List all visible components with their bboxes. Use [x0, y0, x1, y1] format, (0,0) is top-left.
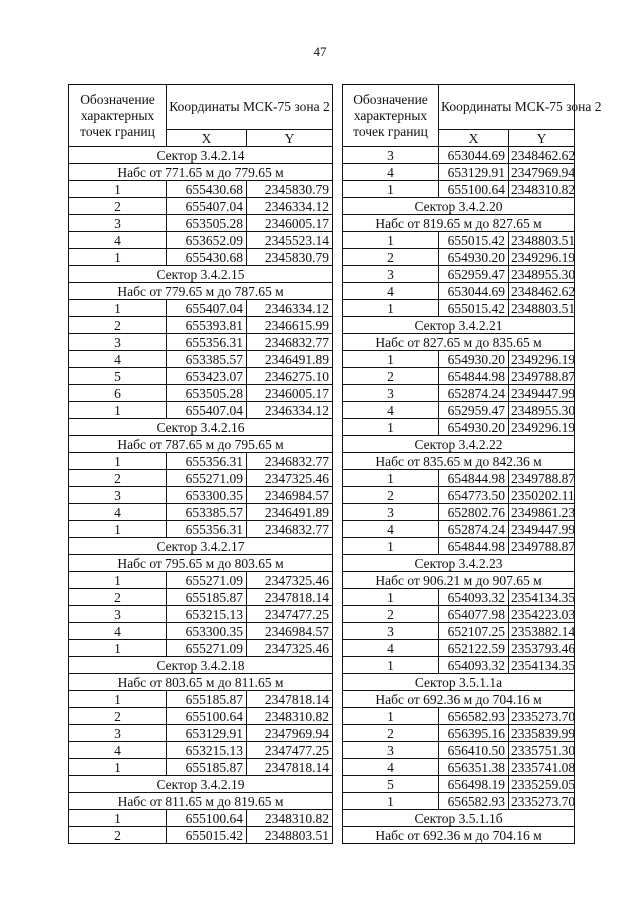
table-row: [69, 198, 333, 215]
y-coordinate: 2346832.77: [247, 521, 333, 538]
x-coordinate: 654077.98: [439, 606, 509, 623]
table-row: [343, 181, 575, 198]
table-row: [343, 708, 575, 725]
x-coordinate: 653129.91: [439, 164, 509, 181]
sector-height-range-row: [343, 827, 575, 844]
y-coordinate: 2347477.25: [247, 742, 333, 759]
table-row: [343, 538, 575, 555]
x-coordinate: 656582.93: [439, 793, 509, 810]
table-row: [343, 402, 575, 419]
table-row: [69, 572, 333, 589]
point-number: 3: [69, 725, 167, 742]
table-row: [69, 827, 333, 844]
y-coordinate: 2354134.35: [509, 657, 575, 674]
point-number: 1: [343, 300, 439, 317]
table-row: [69, 453, 333, 470]
point-number: 2: [343, 725, 439, 742]
sector-height-range: Набс от 692.36 м до 704.16 м: [343, 827, 575, 844]
sector-title-row: [343, 317, 575, 334]
sector-title-row: [69, 419, 333, 436]
table-row: [343, 164, 575, 181]
x-coordinate: 655407.04: [167, 402, 247, 419]
table-row: [343, 742, 575, 759]
y-coordinate: 2348462.62: [509, 283, 575, 300]
x-coordinate: 653215.13: [167, 742, 247, 759]
point-number: 4: [69, 504, 167, 521]
point-number: 1: [69, 300, 167, 317]
sector-title: Сектор 3.4.2.14: [69, 147, 333, 164]
y-coordinate: 2347818.14: [247, 589, 333, 606]
x-coordinate: 655185.87: [167, 589, 247, 606]
sector-height-range: Набс от 692.36 м до 704.16 м: [343, 691, 575, 708]
point-number: 4: [343, 283, 439, 300]
y-coordinate: 2347477.25: [247, 606, 333, 623]
x-coordinate: 655015.42: [439, 300, 509, 317]
sector-height-range-row: [69, 793, 333, 810]
point-number: 3: [69, 606, 167, 623]
x-coordinate: 655430.68: [167, 249, 247, 266]
y-coordinate: 2348803.51: [509, 232, 575, 249]
point-number: 2: [69, 708, 167, 725]
point-number: 2: [343, 249, 439, 266]
point-number: 1: [69, 691, 167, 708]
table-row: [343, 606, 575, 623]
y-coordinate: 2349296.19: [509, 249, 575, 266]
sector-height-range: Набс от 819.65 м до 827.65 м: [343, 215, 575, 232]
right-table-body: [343, 147, 575, 844]
x-coordinate: 654930.20: [439, 351, 509, 368]
y-coordinate: 2348803.51: [509, 300, 575, 317]
y-coordinate: 2346334.12: [247, 300, 333, 317]
sector-height-range: Набс от 906.21 м до 907.65 м: [343, 572, 575, 589]
x-coordinate: 655393.81: [167, 317, 247, 334]
table-row: [69, 317, 333, 334]
sector-title: Сектор 3.4.2.21: [343, 317, 575, 334]
y-coordinate: 2349788.87: [509, 538, 575, 555]
table-row: [343, 283, 575, 300]
column-header-coordinates: Координаты МСК-75 зона 2: [439, 85, 575, 130]
page-number: 47: [313, 44, 327, 59]
point-number: 1: [69, 810, 167, 827]
table-row: [343, 351, 575, 368]
y-coordinate: 2349296.19: [509, 419, 575, 436]
point-number: 1: [343, 470, 439, 487]
table-row: [69, 215, 333, 232]
sector-title-row: [343, 810, 575, 827]
y-coordinate: 2347325.46: [247, 470, 333, 487]
x-coordinate: 653044.69: [439, 283, 509, 300]
sector-height-range-row: [343, 453, 575, 470]
sector-height-range-row: [69, 283, 333, 300]
sector-title-row: [69, 147, 333, 164]
point-number: 2: [343, 368, 439, 385]
table-row: [343, 487, 575, 504]
table-row: [69, 691, 333, 708]
table-row: [69, 368, 333, 385]
x-coordinate: 655356.31: [167, 521, 247, 538]
table-row: [69, 402, 333, 419]
point-number: 2: [343, 487, 439, 504]
y-coordinate: 2349296.19: [509, 351, 575, 368]
y-coordinate: 2347325.46: [247, 572, 333, 589]
sector-title-row: [343, 198, 575, 215]
y-coordinate: 2350202.11: [509, 487, 575, 504]
y-coordinate: 2346334.12: [247, 198, 333, 215]
y-coordinate: 2349788.87: [509, 368, 575, 385]
y-coordinate: 2347969.94: [247, 725, 333, 742]
point-number: 6: [69, 385, 167, 402]
x-coordinate: 654930.20: [439, 419, 509, 436]
table-row: [69, 334, 333, 351]
y-coordinate: 2354134.35: [509, 589, 575, 606]
sector-height-range-row: [69, 555, 333, 572]
y-coordinate: 2335273.70: [509, 793, 575, 810]
point-number: 1: [343, 657, 439, 674]
point-number: 1: [343, 419, 439, 436]
x-coordinate: 655407.04: [167, 300, 247, 317]
y-coordinate: 2353793.46: [509, 640, 575, 657]
x-coordinate: 654093.32: [439, 657, 509, 674]
sector-title: Сектор 3.4.2.15: [69, 266, 333, 283]
table-row: [69, 351, 333, 368]
sector-title: Сектор 3.4.2.22: [343, 436, 575, 453]
y-coordinate: 2349788.87: [509, 470, 575, 487]
sector-title: Сектор 3.4.2.16: [69, 419, 333, 436]
table-row: [69, 640, 333, 657]
table-row: [69, 232, 333, 249]
x-coordinate: 655015.42: [439, 232, 509, 249]
sector-height-range: Набс от 827.65 м до 835.65 м: [343, 334, 575, 351]
table-row: [343, 793, 575, 810]
table-row: [69, 759, 333, 776]
point-number: 1: [343, 351, 439, 368]
sector-title-row: [69, 657, 333, 674]
point-number: 4: [69, 742, 167, 759]
point-number: 3: [69, 487, 167, 504]
y-coordinate: 2346275.10: [247, 368, 333, 385]
point-number: 1: [69, 453, 167, 470]
x-coordinate: 656351.38: [439, 759, 509, 776]
x-coordinate: 655100.64: [167, 810, 247, 827]
sector-height-range-row: [69, 674, 333, 691]
point-number: 1: [343, 793, 439, 810]
coordinates-table-left: [68, 84, 333, 844]
table-row: [69, 300, 333, 317]
left-table-body: [69, 147, 333, 844]
table-row: [343, 640, 575, 657]
sector-height-range-row: [343, 215, 575, 232]
sector-title-row: [69, 266, 333, 283]
table-row: [343, 385, 575, 402]
table-row: [343, 623, 575, 640]
table-row: [69, 742, 333, 759]
y-coordinate: 2349861.23: [509, 504, 575, 521]
x-coordinate: 655407.04: [167, 198, 247, 215]
x-coordinate: 653044.69: [439, 147, 509, 164]
x-coordinate: 655271.09: [167, 640, 247, 657]
point-number: 1: [343, 181, 439, 198]
y-coordinate: 2348803.51: [247, 827, 333, 844]
x-coordinate: 654844.98: [439, 368, 509, 385]
table-row: [343, 776, 575, 793]
y-coordinate: 2346832.77: [247, 334, 333, 351]
point-number: 3: [343, 385, 439, 402]
table-row: [343, 657, 575, 674]
sector-title: Сектор 3.4.2.19: [69, 776, 333, 793]
column-header-coordinates: Координаты МСК-75 зона 2: [167, 85, 333, 130]
sector-title: Сектор 3.4.2.18: [69, 657, 333, 674]
point-number: 1: [69, 249, 167, 266]
point-number: 3: [343, 742, 439, 759]
point-number: 4: [343, 164, 439, 181]
x-coordinate: 655430.68: [167, 181, 247, 198]
x-coordinate: 653300.35: [167, 623, 247, 640]
x-coordinate: 655100.64: [439, 181, 509, 198]
y-coordinate: 2347818.14: [247, 759, 333, 776]
column-header-y: Y: [247, 130, 333, 147]
point-number: 3: [69, 215, 167, 232]
point-number: 4: [69, 623, 167, 640]
y-coordinate: 2348955.30: [509, 402, 575, 419]
y-coordinate: 2349447.99: [509, 385, 575, 402]
point-number: 5: [343, 776, 439, 793]
point-number: 2: [69, 589, 167, 606]
x-coordinate: 652874.24: [439, 521, 509, 538]
point-number: 1: [343, 589, 439, 606]
point-number: 3: [343, 504, 439, 521]
x-coordinate: 652802.76: [439, 504, 509, 521]
x-coordinate: 653300.35: [167, 487, 247, 504]
point-number: 3: [343, 623, 439, 640]
x-coordinate: 654773.50: [439, 487, 509, 504]
x-coordinate: 652107.25: [439, 623, 509, 640]
table-row: [69, 504, 333, 521]
table-row: [69, 487, 333, 504]
y-coordinate: 2346984.57: [247, 487, 333, 504]
point-number: 4: [343, 402, 439, 419]
x-coordinate: 655015.42: [167, 827, 247, 844]
x-coordinate: 652959.47: [439, 266, 509, 283]
point-number: 3: [343, 147, 439, 164]
table-row: [343, 504, 575, 521]
point-number: 2: [69, 317, 167, 334]
x-coordinate: 654844.98: [439, 470, 509, 487]
y-coordinate: 2335273.70: [509, 708, 575, 725]
point-number: 1: [69, 640, 167, 657]
table-row: [69, 589, 333, 606]
column-header-points: Обозначение характерных точек границ: [69, 85, 167, 147]
sector-height-range: Набс от 795.65 м до 803.65 м: [69, 555, 333, 572]
sector-title-row: [343, 674, 575, 691]
point-number: 1: [69, 572, 167, 589]
y-coordinate: 2345523.14: [247, 232, 333, 249]
x-coordinate: 654930.20: [439, 249, 509, 266]
x-coordinate: 653505.28: [167, 385, 247, 402]
sector-height-range: Набс от 835.65 м до 842.36 м: [343, 453, 575, 470]
y-coordinate: 2347818.14: [247, 691, 333, 708]
y-coordinate: 2345830.79: [247, 249, 333, 266]
y-coordinate: 2346005.17: [247, 385, 333, 402]
point-number: 5: [69, 368, 167, 385]
x-coordinate: 656410.50: [439, 742, 509, 759]
column-header-x: X: [167, 130, 247, 147]
y-coordinate: 2346334.12: [247, 402, 333, 419]
sector-height-range-row: [343, 691, 575, 708]
x-coordinate: 655356.31: [167, 453, 247, 470]
sector-title: Сектор 3.4.2.20: [343, 198, 575, 215]
table-row: [343, 470, 575, 487]
x-coordinate: 653652.09: [167, 232, 247, 249]
y-coordinate: 2348310.82: [247, 708, 333, 725]
y-coordinate: 2349447.99: [509, 521, 575, 538]
point-number: 1: [69, 759, 167, 776]
sector-height-range-row: [69, 164, 333, 181]
y-coordinate: 2346491.89: [247, 351, 333, 368]
x-coordinate: 654093.32: [439, 589, 509, 606]
y-coordinate: 2335741.08: [509, 759, 575, 776]
table-row: [69, 521, 333, 538]
table-row: [343, 232, 575, 249]
x-coordinate: 652874.24: [439, 385, 509, 402]
y-coordinate: 2335751.30: [509, 742, 575, 759]
table-row: [69, 385, 333, 402]
x-coordinate: 656582.93: [439, 708, 509, 725]
point-number: 4: [69, 351, 167, 368]
y-coordinate: 2348310.82: [509, 181, 575, 198]
point-number: 2: [69, 470, 167, 487]
x-coordinate: 656395.16: [439, 725, 509, 742]
x-coordinate: 653423.07: [167, 368, 247, 385]
sector-title: Сектор 3.5.1.1а: [343, 674, 575, 691]
table-row: [69, 470, 333, 487]
x-coordinate: 653505.28: [167, 215, 247, 232]
y-coordinate: 2347969.94: [509, 164, 575, 181]
sector-height-range: Набс от 811.65 м до 819.65 м: [69, 793, 333, 810]
point-number: 1: [343, 708, 439, 725]
point-number: 4: [343, 521, 439, 538]
sector-title: Сектор 3.4.2.17: [69, 538, 333, 555]
x-coordinate: 655100.64: [167, 708, 247, 725]
column-header-y: Y: [509, 130, 575, 147]
point-number: 1: [69, 402, 167, 419]
y-coordinate: 2335839.99: [509, 725, 575, 742]
point-number: 4: [69, 232, 167, 249]
point-number: 1: [69, 521, 167, 538]
table-row: [69, 249, 333, 266]
table-row: [343, 368, 575, 385]
y-coordinate: 2354223.03: [509, 606, 575, 623]
y-coordinate: 2348955.30: [509, 266, 575, 283]
point-number: 1: [69, 181, 167, 198]
table-row: [343, 147, 575, 164]
point-number: 1: [343, 232, 439, 249]
y-coordinate: 2346005.17: [247, 215, 333, 232]
y-coordinate: 2348462.62: [509, 147, 575, 164]
x-coordinate: 655185.87: [167, 759, 247, 776]
sector-title: Сектор 3.5.1.1б: [343, 810, 575, 827]
table-row: [69, 708, 333, 725]
y-coordinate: 2347325.46: [247, 640, 333, 657]
table-row: [343, 521, 575, 538]
table-row: [343, 300, 575, 317]
y-coordinate: 2345830.79: [247, 181, 333, 198]
sector-title-row: [69, 538, 333, 555]
sector-height-range-row: [69, 436, 333, 453]
x-coordinate: 652959.47: [439, 402, 509, 419]
sector-title-row: [69, 776, 333, 793]
sector-height-range: Набс от 771.65 м до 779.65 м: [69, 164, 333, 181]
point-number: 2: [343, 606, 439, 623]
point-number: 2: [69, 827, 167, 844]
table-row: [69, 623, 333, 640]
sector-height-range: Набс от 803.65 м до 811.65 м: [69, 674, 333, 691]
point-number: 4: [343, 759, 439, 776]
column-header-x: X: [439, 130, 509, 147]
sector-title-row: [343, 555, 575, 572]
x-coordinate: 655271.09: [167, 572, 247, 589]
table-row: [343, 725, 575, 742]
table-row: [69, 810, 333, 827]
sector-title: Сектор 3.4.2.23: [343, 555, 575, 572]
y-coordinate: 2353882.14: [509, 623, 575, 640]
x-coordinate: 653215.13: [167, 606, 247, 623]
table-row: [343, 759, 575, 776]
point-number: 3: [343, 266, 439, 283]
coordinates-table-right: [342, 84, 602, 844]
y-coordinate: 2346491.89: [247, 504, 333, 521]
x-coordinate: 656498.19: [439, 776, 509, 793]
y-coordinate: 2348310.82: [247, 810, 333, 827]
column-header-points: Обозначение характерных точек границ: [343, 85, 439, 147]
x-coordinate: 655185.87: [167, 691, 247, 708]
sector-title-row: [343, 436, 575, 453]
y-coordinate: 2346832.77: [247, 453, 333, 470]
table-row: [343, 266, 575, 283]
sector-height-range: Набс от 787.65 м до 795.65 м: [69, 436, 333, 453]
x-coordinate: 653385.57: [167, 351, 247, 368]
y-coordinate: 2346984.57: [247, 623, 333, 640]
sector-height-range: Набс от 779.65 м до 787.65 м: [69, 283, 333, 300]
x-coordinate: 653129.91: [167, 725, 247, 742]
x-coordinate: 655356.31: [167, 334, 247, 351]
table-row: [69, 606, 333, 623]
y-coordinate: 2335259.05: [509, 776, 575, 793]
table-row: [69, 181, 333, 198]
table-row: [69, 725, 333, 742]
point-number: 3: [69, 334, 167, 351]
point-number: 2: [69, 198, 167, 215]
sector-height-range-row: [343, 572, 575, 589]
sector-height-range-row: [343, 334, 575, 351]
y-coordinate: 2346615.99: [247, 317, 333, 334]
table-row: [343, 589, 575, 606]
point-number: 1: [343, 538, 439, 555]
x-coordinate: 652122.59: [439, 640, 509, 657]
table-row: [343, 249, 575, 266]
table-row: [343, 419, 575, 436]
point-number: 4: [343, 640, 439, 657]
x-coordinate: 654844.98: [439, 538, 509, 555]
x-coordinate: 653385.57: [167, 504, 247, 521]
x-coordinate: 655271.09: [167, 470, 247, 487]
